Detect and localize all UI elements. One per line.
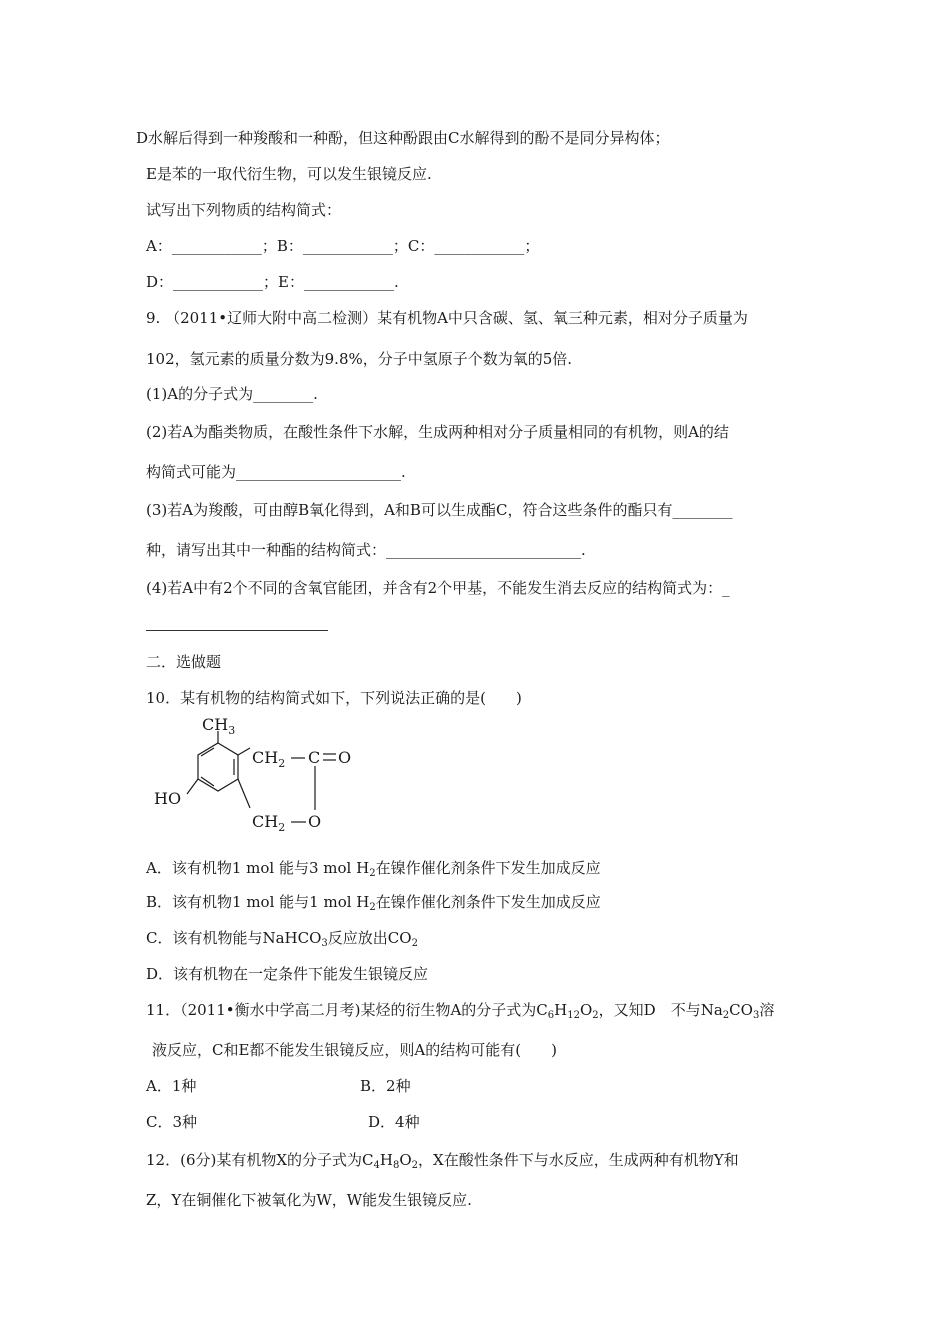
section-heading: 二．选做题 (146, 653, 222, 671)
q8-prompt: 试写出下列物质的结构简式： (146, 201, 342, 219)
q10-option-d: D．该有机物在一定条件下能发生银镜反应 (146, 965, 429, 983)
q11-option-d: D．4种 (368, 1113, 420, 1131)
carbonyl-oxygen-label: O (338, 748, 352, 767)
q8-blanks-de: D：____________；E：____________. (146, 273, 399, 291)
q9-part2-line2: 构简式可能为______________________. (146, 463, 406, 481)
q9-answer-blank (146, 630, 328, 631)
q9-part1: (1)A的分子式为________. (146, 385, 318, 403)
q8-line-d: D水解后得到一种羧酸和一种酚，但这种酚跟由C水解得到的酚不是同分异构体； (136, 129, 670, 147)
q11-option-b: B．2种 (360, 1077, 411, 1095)
q10-option-c: C．该有机物能与NaHCO$_3$反应放出$CO_2$ (146, 929, 418, 949)
q8-blanks-abc: A：____________；B：____________；C：____________； (146, 237, 540, 255)
q11-option-c: C．3种 (146, 1113, 198, 1131)
q8-line-e: E是苯的一取代衍生物，可以发生银镜反应. (146, 165, 432, 183)
q9-part3-line2: 种，请写出其中一种酯的结构简式：__________________________. (146, 541, 586, 559)
hydroxyl-label: HO (154, 789, 182, 808)
q9-stem-line2: 102，氢元素的质量分数为9.8%，分子中氢原子个数为氧的5倍. (146, 350, 573, 368)
q10-option-a: A．该有机物1 mol 能与3 mol $H_2$在镍作催化剂条件下发生加成反应 (146, 859, 601, 879)
structural-formula (140, 716, 380, 838)
ring-oxygen-label: O (308, 812, 322, 831)
methylene-bottom-label: $CH_2$ (252, 812, 286, 834)
methylene-top-label: $CH_2$ (252, 748, 286, 770)
q10-stem: 10．某有机物的结构简式如下，下列说法正确的是( ) (146, 689, 522, 707)
q11-stem-line2: 液反应，C和E都不能发生银镜反应，则A的结构可能有( ) (152, 1041, 557, 1059)
q10-option-b: B．该有机物1 mol 能与1 mol $H_2$在镍作催化剂条件下发生加成反应 (146, 893, 601, 913)
q11-option-a: A．1种 (146, 1077, 197, 1095)
q12-stem-line2: Z，Y在铜催化下被氧化为W，W能发生银镜反应. (146, 1191, 472, 1209)
q9-stem-line1: 9. （2011•辽师大附中高二检测）某有机物A中只含碳、氢、氧三种元素，相对分子质量为 (146, 309, 748, 327)
methyl-label: $CH_3$ (202, 716, 236, 737)
q9-part3-line1: (3)若A为羧酸，可由醇B氧化得到，A和B可以生成酯C，符合这些条件的酯只有________ (146, 501, 733, 519)
q9-part4: (4)若A中有2个不同的含氧官能团，并含有2个甲基，不能发生消去反应的结构简式为：_ (146, 579, 730, 597)
q9-part2-line1: (2)若A为酯类物质，在酸性条件下水解，生成两种相对分子质量相同的有机物，则A的结 (146, 423, 729, 441)
carbonyl-carbon-label: C (308, 748, 321, 767)
q12-stem-line1: 12．(6分)某有机物X的分子式为$C_4H_8O_2$，X在酸性条件下与水反应，生成两种有机物Y和 (146, 1151, 739, 1171)
q11-stem-line1: 11．（2011•衡水中学高二月考)某烃的衍生物A的分子式为$C_6H_{12}O_2$，又知D 不与$Na_2CO_3$溶 (146, 1001, 775, 1021)
